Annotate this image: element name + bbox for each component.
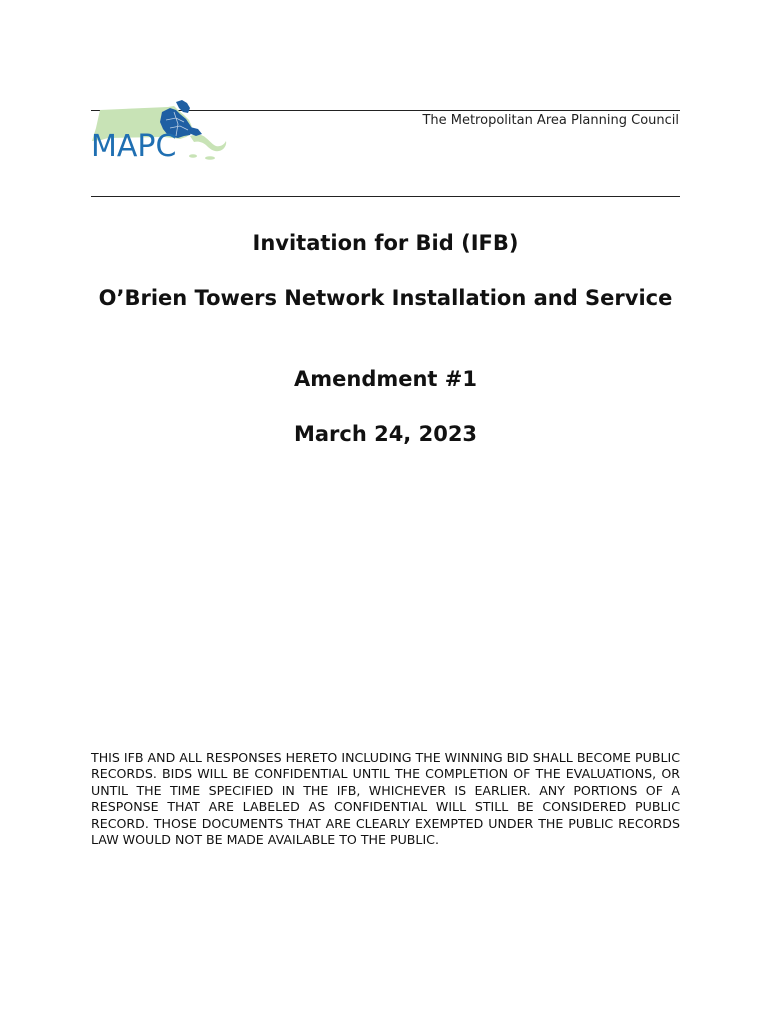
header-divider bbox=[91, 196, 680, 197]
logo-text: MAPC bbox=[91, 129, 177, 164]
mapc-logo bbox=[90, 94, 230, 166]
amendment-label: Amendment #1 bbox=[294, 367, 477, 391]
project-title: O’Brien Towers Network Installation and Service bbox=[98, 286, 673, 310]
public-records-disclaimer: THIS IFB AND ALL RESPONSES HERETO INCLUDING THE WINNING BID SHALL BECOME PUBLIC RECORDS. BIDS WILL BE CONFIDENTIAL UNTIL THE COMPLETION OF THE EVALUATIONS, OR UNTIL THE TIME SPECIFIED IN THE IFB, WHICHEVER IS EARLIER. ANY PORTIONS OF A RESPONSE THAT ARE LABELED AS CONFIDENTIAL WILL STILL BE CONSIDERED PUBLIC RECORD. THOSE DOCUMENTS THAT ARE CLEARLY EXEMPTED UNDER THE PUBLIC RECORDS LAW WOULD NOT BE MADE AVAILABLE TO THE PUBLIC. bbox=[91, 750, 680, 848]
document-title: Invitation for Bid (IFB) bbox=[252, 231, 519, 255]
organization-name: The Metropolitan Area Planning Council bbox=[422, 113, 679, 128]
document-date: March 24, 2023 bbox=[293, 422, 478, 446]
